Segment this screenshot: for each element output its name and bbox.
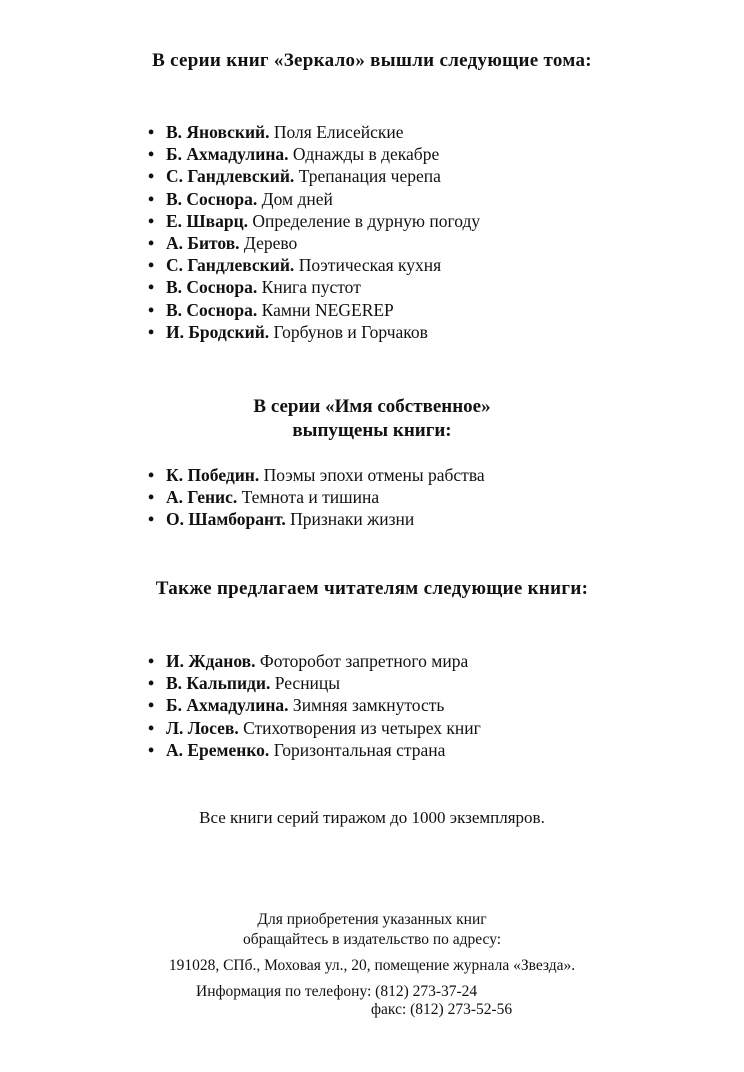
book-title: Определение в дурную погоду	[252, 210, 481, 231]
book-list-item	[148, 165, 480, 187]
book-title: Горизонтальная страна	[273, 739, 446, 760]
bullet-icon: •	[148, 465, 155, 485]
book-list-item	[148, 486, 485, 508]
book-list-item	[148, 188, 480, 210]
section-zerkalo-title: В серии книг «Зеркало» вышли следующие тома:	[152, 50, 592, 71]
book-author: А. Генис.	[166, 487, 238, 508]
book-title: Поэтическая кухня	[298, 255, 442, 276]
book-author: К. Победин.	[166, 465, 260, 485]
book-title: Ресницы	[274, 673, 341, 694]
book-author: Б. Ахмадулина.	[166, 144, 289, 165]
section-imya-title-line2: выпущены книги:	[292, 420, 452, 441]
bullet-icon: •	[148, 299, 155, 320]
contact-line-1: Для приобретения указанных книг	[257, 911, 487, 928]
book-title: Зимняя замкнутость	[292, 695, 445, 716]
book-title: Поля Елисейские	[273, 122, 404, 142]
book-title: Книга пустот	[261, 277, 361, 298]
book-title: Камни NEGEREP	[261, 299, 394, 320]
book-author: В. Соснора.	[166, 277, 258, 298]
book-title: Стихотворения из четырех книг	[243, 717, 481, 738]
contact-line-2: обращайтесь в издательство по адресу:	[242, 931, 502, 948]
book-list-item	[148, 232, 480, 254]
book-author: В. Соснора.	[166, 188, 258, 209]
book-title: Горбунов и Горчаков	[273, 321, 428, 342]
book-title: Дом дней	[261, 188, 333, 209]
book-title: Темнота и тишина	[241, 487, 380, 508]
imya-book-list	[148, 464, 485, 531]
book-list-item	[148, 121, 480, 143]
bullet-icon: •	[148, 144, 155, 165]
book-author: А. Битов.	[166, 232, 240, 253]
book-list-item	[148, 143, 480, 165]
bullet-icon: •	[148, 188, 155, 209]
bullet-icon: •	[148, 166, 155, 187]
book-title: Поэмы эпохи отмены рабства	[263, 465, 485, 485]
book-list-item	[148, 717, 481, 739]
book-title: Однажды в декабре	[292, 144, 440, 165]
book-list-item	[148, 299, 480, 321]
contact-address: 191028, СПб., Моховая ул., 20, помещение журнала «Звезда».	[168, 957, 576, 974]
book-author: В. Яновский.	[166, 122, 270, 142]
contact-phone: Информация по телефону: (812) 273-37-24	[196, 983, 478, 1000]
bullet-icon: •	[148, 255, 155, 276]
book-author: С. Гандлевский.	[166, 166, 295, 187]
book-list-item	[148, 210, 480, 232]
book-list-item	[148, 276, 480, 298]
book-author: В. Кальпиди.	[166, 673, 271, 694]
bullet-icon: •	[148, 651, 155, 671]
book-list-item	[148, 739, 481, 761]
book-list-item	[148, 672, 481, 694]
bullet-icon: •	[148, 717, 155, 738]
section-imya-title	[0, 395, 744, 443]
bullet-icon: •	[148, 695, 155, 716]
bullet-icon: •	[148, 487, 155, 508]
book-author: Е. Шварц.	[166, 210, 249, 231]
contact-fax: факс: (812) 273-52-56	[371, 1001, 513, 1018]
bullet-icon: •	[148, 321, 155, 342]
book-author: О. Шамборант.	[166, 509, 286, 530]
book-title: Трепанация черепа	[298, 166, 441, 187]
bullet-icon: •	[148, 673, 155, 694]
book-author: А. Еременко.	[166, 739, 270, 760]
book-title: Дерево	[243, 232, 298, 253]
bullet-icon: •	[148, 509, 155, 530]
bullet-icon: •	[148, 739, 155, 760]
section-imya-title-line1: В серии «Имя собственное»	[253, 396, 491, 417]
zerkalo-book-list	[148, 121, 480, 343]
book-list-item	[148, 508, 485, 530]
book-list-item	[148, 650, 481, 672]
book-list-item	[148, 694, 481, 716]
also-book-list	[148, 650, 481, 761]
book-author: И. Жданов.	[166, 651, 256, 671]
section-also-title: Также предлагаем читателям следующие книги:	[155, 578, 589, 599]
print-run-note: Все книги серий тиражом до 1000 экземпляров.	[199, 808, 545, 827]
book-author: В. Соснора.	[166, 299, 258, 320]
book-author: С. Гандлевский.	[166, 255, 295, 276]
bullet-icon: •	[148, 277, 155, 298]
book-title: Признаки жизни	[290, 509, 415, 530]
book-title: Фоторобот запретного мира	[259, 651, 469, 671]
book-author: Б. Ахмадулина.	[166, 695, 289, 716]
book-list-item	[148, 254, 480, 276]
book-list-item	[148, 321, 480, 343]
book-list-item	[148, 464, 485, 486]
book-author: И. Бродский.	[166, 321, 270, 342]
book-author: Л. Лосев.	[166, 717, 239, 738]
bullet-icon: •	[148, 210, 155, 231]
bullet-icon: •	[148, 122, 155, 142]
bullet-icon: •	[148, 232, 155, 253]
